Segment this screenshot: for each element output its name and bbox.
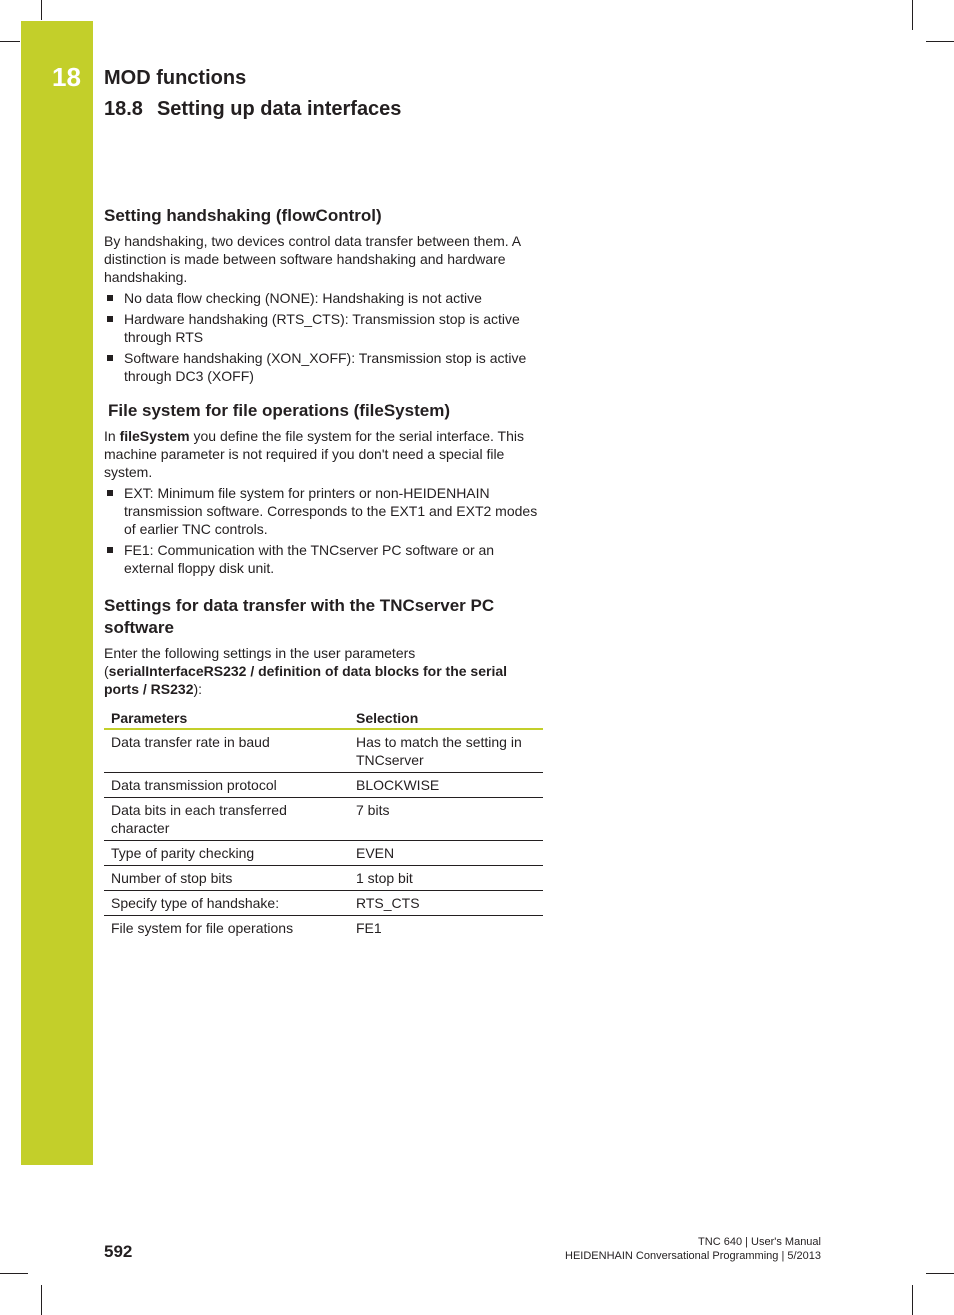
crop-mark bbox=[0, 1273, 28, 1274]
column-header-parameters: Parameters bbox=[104, 706, 349, 729]
table-cell: Type of parity checking bbox=[104, 841, 349, 866]
crop-mark bbox=[912, 0, 913, 30]
table-cell: EVEN bbox=[349, 841, 543, 866]
tncserver-intro: Enter the following settings in the user parameters (serialInterfaceRS232 / definition of data blocks for the serial ports / RS232): bbox=[104, 645, 508, 697]
table-row bbox=[104, 866, 543, 891]
crop-mark bbox=[926, 1273, 954, 1274]
table-header-row bbox=[104, 706, 543, 729]
file-system-heading: File system for file operations (fileSystem) bbox=[108, 401, 450, 420]
bullet-square-icon bbox=[107, 316, 113, 322]
table-row bbox=[104, 729, 543, 773]
table-cell: RTS_CTS bbox=[349, 891, 543, 916]
section-title-text: Setting up data interfaces bbox=[156, 98, 402, 120]
file-system-intro: In fileSystem you define the file system for the serial interface. This machine parameter is not required if you don't need a special file system. bbox=[104, 428, 524, 480]
crop-mark bbox=[41, 0, 42, 20]
flow-control-heading: Setting handshaking (flowControl) bbox=[104, 206, 382, 225]
crop-mark bbox=[926, 41, 954, 42]
chapter-side-bar bbox=[21, 21, 93, 1165]
table-cell: Data transmission protocol bbox=[104, 773, 349, 798]
crop-mark bbox=[0, 41, 20, 42]
list-item: No data flow checking (NONE): Handshaking is not active bbox=[104, 289, 544, 307]
flow-control-intro: By handshaking, two devices control data transfer between them. A distinction is made between software handshaking and hardware handshaking. bbox=[104, 233, 521, 285]
main-content bbox=[104, 205, 544, 940]
column-header-selection: Selection bbox=[349, 706, 543, 729]
table-cell: FE1 bbox=[356, 920, 382, 936]
section-number: 18.8 bbox=[104, 98, 143, 120]
bullet-square-icon bbox=[107, 490, 113, 496]
table-cell: File system for file operations bbox=[111, 920, 294, 936]
list-item: EXT: Minimum file system for printers or non-HEIDENHAIN transmission software. Corresponds to the EXT1 and EXT2 modes of earlier TNC controls. bbox=[104, 484, 544, 538]
table-row bbox=[104, 773, 543, 798]
table-cell: Has to match the setting in TNCserver bbox=[349, 729, 543, 773]
tncserver-heading: Settings for data transfer with the TNCserver PC software bbox=[104, 596, 495, 637]
file-system-section bbox=[104, 400, 544, 577]
table-cell: Specify type of handshake: bbox=[104, 891, 349, 916]
footer-info bbox=[565, 1235, 821, 1263]
table-cell: BLOCKWISE bbox=[349, 773, 543, 798]
file-system-list bbox=[104, 484, 544, 577]
table-row bbox=[104, 798, 543, 841]
list-item: Software handshaking (XON_XOFF): Transmission stop is active through DC3 (XOFF) bbox=[104, 349, 544, 385]
bullet-square-icon bbox=[107, 355, 113, 361]
flow-control-list bbox=[104, 289, 544, 385]
crop-mark bbox=[912, 1285, 913, 1315]
tncserver-section bbox=[104, 595, 544, 940]
table-row bbox=[104, 841, 543, 866]
footer-line-programming: HEIDENHAIN Conversational Programming | 5/2013 bbox=[565, 1250, 821, 1262]
table-cell: Number of stop bits bbox=[104, 866, 349, 891]
table-cell: Data bits in each transferred character bbox=[104, 798, 349, 841]
list-item: Hardware handshaking (RTS_CTS): Transmission stop is active through RTS bbox=[104, 310, 544, 346]
chapter-title: MOD functions bbox=[104, 67, 247, 89]
table-row bbox=[104, 891, 543, 916]
list-item: FE1: Communication with the TNCserver PC software or an external floppy disk unit. bbox=[104, 541, 544, 577]
table-cell: 1 stop bit bbox=[349, 866, 543, 891]
crop-mark bbox=[41, 1285, 42, 1315]
table-row bbox=[104, 916, 543, 941]
chapter-number: 18 bbox=[52, 62, 81, 92]
table-cell: Data transfer rate in baud bbox=[104, 729, 349, 773]
section-title bbox=[104, 98, 401, 121]
footer-line-manual: TNC 640 | User's Manual bbox=[698, 1236, 821, 1248]
table-cell: 7 bits bbox=[349, 798, 543, 841]
bullet-square-icon bbox=[107, 295, 113, 301]
settings-table bbox=[104, 706, 543, 940]
bullet-square-icon bbox=[107, 547, 113, 553]
page-number: 592 bbox=[104, 1242, 133, 1261]
flow-control-section bbox=[104, 205, 544, 385]
